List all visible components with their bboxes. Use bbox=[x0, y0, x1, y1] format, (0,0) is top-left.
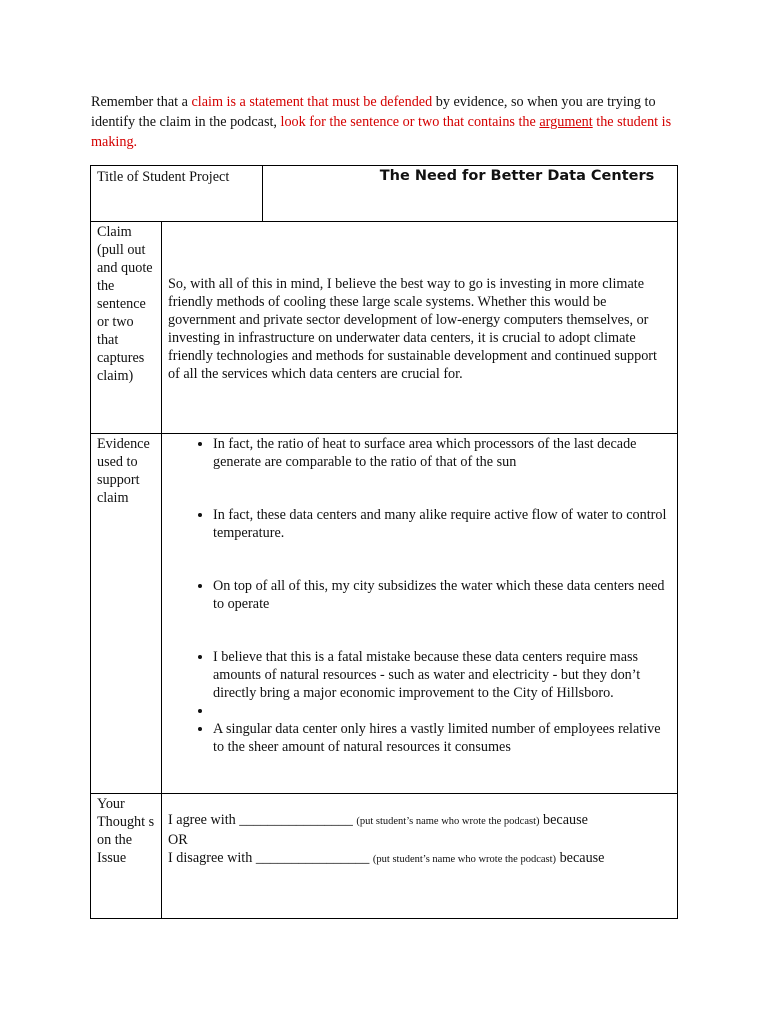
project-title: The Need for Better Data Centers bbox=[263, 166, 678, 222]
intro-text-1: Remember that a bbox=[91, 94, 192, 110]
agree-note: (put student’s name who wrote the podcast) bbox=[356, 816, 540, 827]
claim-row bbox=[91, 222, 678, 434]
evidence-item: • In fact, the ratio of heat to surface area which processors of the last decade generate are comparable to the ratio of that of the sun bbox=[213, 435, 669, 471]
disagree-line bbox=[168, 849, 671, 869]
agree-prefix: I agree with ________________ bbox=[168, 812, 357, 828]
title-row bbox=[91, 166, 678, 222]
claim-text: So, with all of this in mind, I believe the best way to go is investing in more climate friendly methods of cooling these large scale systems. Whether this would be government and private sector development of low-energy computers themselves, or investing in infrastructure on underwater data centers, it is crucial to adopt climate friendly technologies and methods for sustainable development and continued support of all the services which data centers are crucial for. bbox=[162, 222, 678, 434]
evidence-item: • A singular data center only hires a vastly limited number of employees relative to the sheer amount of natural resources it consumes bbox=[213, 720, 669, 756]
thoughts-cell bbox=[162, 794, 678, 919]
agree-suffix: because bbox=[539, 812, 588, 828]
intro-text-2: by evidence, so when you are trying to identify the claim in the podcast, bbox=[91, 94, 656, 130]
evidence-item: • On top of all of this, my city subsidizes the water which these data centers need to operate bbox=[213, 577, 669, 613]
disagree-prefix: I disagree with ________________ bbox=[168, 850, 373, 866]
agree-line bbox=[168, 811, 671, 831]
disagree-note: (put student’s name who wrote the podcast) bbox=[372, 854, 557, 865]
intro-look-for: look for the sentence or two that contains the bbox=[280, 114, 540, 130]
evidence-label: Evidence used to support claim bbox=[91, 434, 162, 794]
evidence-item-empty bbox=[213, 702, 669, 720]
or-line: OR bbox=[168, 832, 188, 848]
evidence-item: • I believe that this is a fatal mistake because these data centers require mass amounts of natural resources - such as water and electricity - but they don’t directly bring a major economic improvement to the City of Hillsboro. bbox=[213, 648, 669, 702]
evidence-list bbox=[162, 435, 677, 756]
intro-argument-word: argument bbox=[539, 114, 593, 130]
disagree-suffix: because bbox=[556, 850, 605, 866]
instructions-paragraph bbox=[91, 92, 691, 152]
evidence-item: • In fact, these data centers and many alike require active flow of water to control temperature. bbox=[213, 506, 669, 542]
worksheet-table bbox=[90, 165, 678, 919]
title-label: Title of Student Project bbox=[91, 166, 263, 222]
thoughts-label: Your Thought s on the Issue bbox=[91, 794, 162, 919]
claim-label: Claim (pull out and quote the sentence or two that captures claim) bbox=[91, 222, 162, 434]
intro-claim-definition: claim is a statement that must be defended bbox=[191, 94, 433, 110]
evidence-row bbox=[91, 434, 678, 794]
intro-text-3: the student is making. bbox=[91, 114, 672, 150]
evidence-cell bbox=[162, 434, 678, 794]
thoughts-row bbox=[91, 794, 678, 919]
